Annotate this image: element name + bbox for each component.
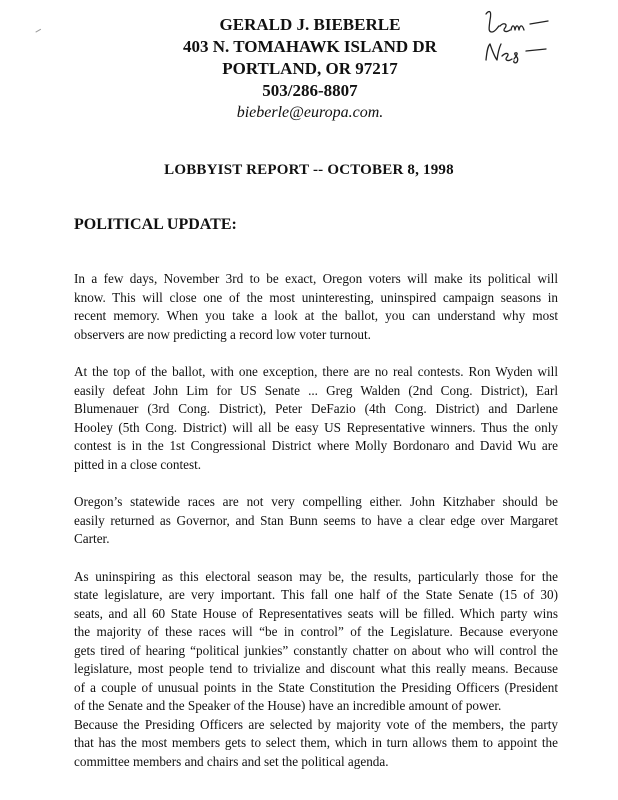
text-line: Hooley (5th Cong. District) will all be easy US Representative winners. Thus the only xyxy=(74,419,558,435)
text-line: pitted in a close contest. xyxy=(74,456,202,472)
text-line: recent memory. When you take a look at the ballot, you can understand why most xyxy=(74,308,558,323)
text-line: Blumenauer (3rd Cong. District), Peter DeFazio (4th Cong. District) and Darlene xyxy=(74,401,558,416)
text-line: state legislature, are very important. This fall one half of the State Senate (15 of 30) xyxy=(74,587,558,602)
handwritten-initials xyxy=(480,6,590,76)
text-line: In a few days, November 3rd to be exact, Oregon voters will make its political will xyxy=(74,271,558,286)
text-line: Carter. xyxy=(74,531,110,546)
paragraph xyxy=(74,493,558,549)
text-line: of a couple of unusual points in the State Constitution the Presiding Officers (President xyxy=(74,679,558,695)
letterhead-phone: 503/286-8807 xyxy=(262,81,358,100)
text-line: Because the Presiding Officers are selected by majority vote of the members, the party xyxy=(74,716,558,732)
text-line: As uninspiring as this electoral season may be, the results, particularly those for the xyxy=(74,568,558,584)
text-line: Oregon’s statewide races are not very compelling either. John Kitzhaber should be xyxy=(74,494,558,509)
letterhead-email: bieberle@europa.com. xyxy=(236,104,384,121)
text-line: easily returned as Governor, and Stan Bunn seems to have a clear edge over Margaret xyxy=(74,512,558,528)
letterhead-address: 403 N. TOMAHAWK ISLAND DR xyxy=(183,37,437,56)
text-line: legislature, most people tend to trivialize and discount what this really means. Because xyxy=(74,661,558,676)
text-line: seats, and all 60 State House of Representatives seats will be filled. Which party wins xyxy=(74,605,558,621)
paragraph xyxy=(74,270,558,344)
text-line: committee members and chairs and set the political agenda. xyxy=(74,753,389,769)
text-line: easily defeat John Lim for US Senate ... Greg Walden (2nd Cong. District), Earl xyxy=(74,382,558,398)
scan-mark xyxy=(35,29,42,35)
letterhead-city: PORTLAND, OR 97217 xyxy=(222,59,398,78)
text-line: gets tired of hearing “political junkies” constantly chatter on about who will control the xyxy=(74,642,558,658)
section-heading: POLITICAL UPDATE: xyxy=(74,216,237,233)
letterhead-name: GERALD J. BIEBERLE xyxy=(219,15,401,34)
report-title: LOBBYIST REPORT -- OCTOBER 8, 1998 xyxy=(164,162,454,178)
paragraph xyxy=(74,363,558,474)
text-line: that has the most members gets to select them, which in turn allows them to appoint the xyxy=(74,735,558,750)
letterhead xyxy=(150,14,470,124)
text-line: the majority of these races will “be in control” of the Legislature. Because everyone xyxy=(74,624,558,639)
paragraph xyxy=(74,568,558,772)
body-text xyxy=(74,270,558,790)
text-line: observers are now predicting a record low voter turnout. xyxy=(74,326,371,342)
text-line: of the Senate and the Speaker of the House) have an incredible amount of power. xyxy=(74,698,502,713)
text-line: At the top of the ballot, with one exception, there are no real contests. Ron Wyden will xyxy=(74,364,558,379)
text-line: contest is in the 1st Congressional District where Molly Bordonaro and David Wu are xyxy=(74,438,558,453)
text-line: know. This will close one of the most uninteresting, uninspired campaign seasons in xyxy=(74,289,558,305)
